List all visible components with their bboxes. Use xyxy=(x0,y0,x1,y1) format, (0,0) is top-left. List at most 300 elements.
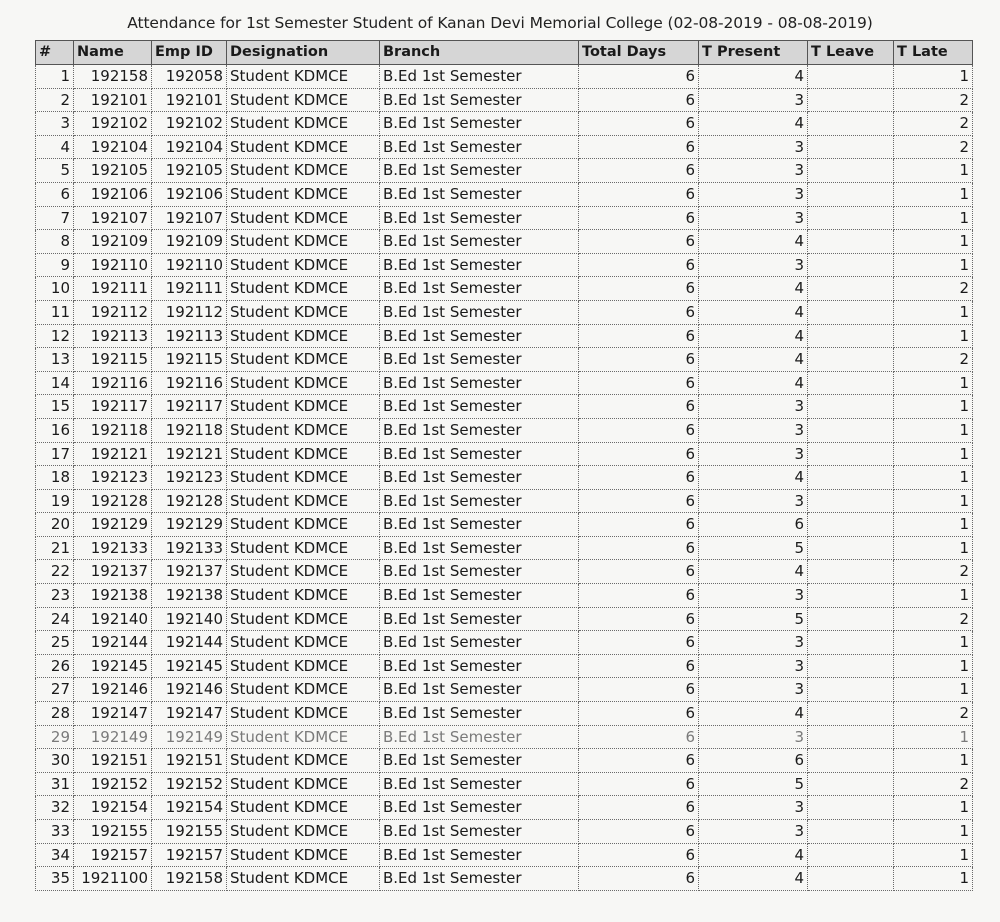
cell-index: 21 xyxy=(36,536,74,560)
cell-t-present: 3 xyxy=(699,725,808,749)
cell-designation: Student KDMCE xyxy=(227,867,380,891)
cell-designation: Student KDMCE xyxy=(227,489,380,513)
col-header-designation: Designation xyxy=(227,41,380,65)
document-title: Attendance for 1st Semester Student of Kanan Devi Memorial College (02-08-2019 - 08-08-2019) xyxy=(127,14,873,32)
cell-t-leave xyxy=(808,442,894,466)
cell-name: 192158 xyxy=(74,65,152,89)
cell-t-late: 2 xyxy=(894,560,973,584)
cell-name: 192121 xyxy=(74,442,152,466)
cell-emp-id: 192151 xyxy=(152,749,227,773)
table-row xyxy=(36,371,973,395)
cell-branch: B.Ed 1st Semester xyxy=(380,772,579,796)
cell-name: 192157 xyxy=(74,843,152,867)
cell-designation: Student KDMCE xyxy=(227,418,380,442)
cell-designation: Student KDMCE xyxy=(227,182,380,206)
cell-name: 192147 xyxy=(74,702,152,726)
cell-t-present: 4 xyxy=(699,277,808,301)
cell-designation: Student KDMCE xyxy=(227,112,380,136)
cell-t-late: 1 xyxy=(894,159,973,183)
cell-emp-id: 192109 xyxy=(152,230,227,254)
cell-designation: Student KDMCE xyxy=(227,466,380,490)
col-header-t-present: T Present xyxy=(699,41,808,65)
cell-t-present: 3 xyxy=(699,206,808,230)
table-row xyxy=(36,395,973,419)
table-row xyxy=(36,159,973,183)
cell-designation: Student KDMCE xyxy=(227,654,380,678)
cell-name: 192145 xyxy=(74,654,152,678)
cell-t-late: 2 xyxy=(894,88,973,112)
cell-emp-id: 192129 xyxy=(152,513,227,537)
cell-emp-id: 192133 xyxy=(152,536,227,560)
cell-t-leave xyxy=(808,466,894,490)
cell-total-days: 6 xyxy=(579,88,699,112)
cell-branch: B.Ed 1st Semester xyxy=(380,843,579,867)
cell-name: 192133 xyxy=(74,536,152,560)
cell-t-late: 1 xyxy=(894,182,973,206)
cell-name: 192152 xyxy=(74,772,152,796)
table-row xyxy=(36,88,973,112)
cell-index: 16 xyxy=(36,418,74,442)
cell-t-leave xyxy=(808,654,894,678)
cell-t-leave xyxy=(808,300,894,324)
cell-emp-id: 192102 xyxy=(152,112,227,136)
cell-designation: Student KDMCE xyxy=(227,702,380,726)
cell-emp-id: 192145 xyxy=(152,654,227,678)
cell-t-late: 1 xyxy=(894,867,973,891)
cell-emp-id: 192113 xyxy=(152,324,227,348)
cell-emp-id: 192101 xyxy=(152,88,227,112)
cell-t-leave xyxy=(808,584,894,608)
cell-emp-id: 192155 xyxy=(152,820,227,844)
cell-total-days: 6 xyxy=(579,418,699,442)
cell-index: 15 xyxy=(36,395,74,419)
cell-t-present: 3 xyxy=(699,395,808,419)
cell-index: 20 xyxy=(36,513,74,537)
cell-emp-id: 192118 xyxy=(152,418,227,442)
cell-branch: B.Ed 1st Semester xyxy=(380,395,579,419)
table-row xyxy=(36,654,973,678)
cell-branch: B.Ed 1st Semester xyxy=(380,300,579,324)
cell-branch: B.Ed 1st Semester xyxy=(380,466,579,490)
table-row xyxy=(36,772,973,796)
cell-t-present: 3 xyxy=(699,88,808,112)
cell-branch: B.Ed 1st Semester xyxy=(380,65,579,89)
cell-index: 31 xyxy=(36,772,74,796)
cell-t-late: 2 xyxy=(894,348,973,372)
cell-branch: B.Ed 1st Semester xyxy=(380,112,579,136)
cell-designation: Student KDMCE xyxy=(227,324,380,348)
cell-designation: Student KDMCE xyxy=(227,159,380,183)
cell-total-days: 6 xyxy=(579,371,699,395)
cell-t-leave xyxy=(808,324,894,348)
cell-name: 192138 xyxy=(74,584,152,608)
cell-t-leave xyxy=(808,253,894,277)
cell-designation: Student KDMCE xyxy=(227,749,380,773)
cell-total-days: 6 xyxy=(579,536,699,560)
cell-t-present: 3 xyxy=(699,253,808,277)
col-header-branch: Branch xyxy=(380,41,579,65)
cell-emp-id: 192128 xyxy=(152,489,227,513)
col-header-total-days: Total Days xyxy=(579,41,699,65)
cell-name: 192144 xyxy=(74,631,152,655)
cell-t-leave xyxy=(808,843,894,867)
cell-emp-id: 192158 xyxy=(152,867,227,891)
table-row xyxy=(36,631,973,655)
col-header-emp-id: Emp ID xyxy=(152,41,227,65)
cell-index: 3 xyxy=(36,112,74,136)
cell-t-present: 3 xyxy=(699,584,808,608)
table-row xyxy=(36,206,973,230)
cell-index: 32 xyxy=(36,796,74,820)
cell-t-leave xyxy=(808,678,894,702)
cell-branch: B.Ed 1st Semester xyxy=(380,418,579,442)
cell-total-days: 6 xyxy=(579,324,699,348)
cell-index: 33 xyxy=(36,820,74,844)
cell-emp-id: 192116 xyxy=(152,371,227,395)
cell-index: 2 xyxy=(36,88,74,112)
cell-t-present: 5 xyxy=(699,607,808,631)
cell-name: 192151 xyxy=(74,749,152,773)
cell-total-days: 6 xyxy=(579,159,699,183)
cell-t-leave xyxy=(808,182,894,206)
cell-t-leave xyxy=(808,159,894,183)
cell-total-days: 6 xyxy=(579,772,699,796)
cell-designation: Student KDMCE xyxy=(227,536,380,560)
cell-t-leave xyxy=(808,867,894,891)
cell-index: 7 xyxy=(36,206,74,230)
cell-total-days: 6 xyxy=(579,843,699,867)
cell-total-days: 6 xyxy=(579,300,699,324)
cell-name: 192109 xyxy=(74,230,152,254)
cell-t-late: 1 xyxy=(894,631,973,655)
cell-designation: Student KDMCE xyxy=(227,230,380,254)
table-row xyxy=(36,749,973,773)
cell-index: 9 xyxy=(36,253,74,277)
cell-emp-id: 192105 xyxy=(152,159,227,183)
table-row xyxy=(36,513,973,537)
cell-t-present: 6 xyxy=(699,513,808,537)
table-header-row xyxy=(36,41,973,65)
cell-t-present: 3 xyxy=(699,182,808,206)
table-row xyxy=(36,796,973,820)
cell-total-days: 6 xyxy=(579,631,699,655)
cell-t-late: 1 xyxy=(894,324,973,348)
cell-index: 26 xyxy=(36,654,74,678)
table-row xyxy=(36,489,973,513)
cell-t-leave xyxy=(808,230,894,254)
cell-emp-id: 192138 xyxy=(152,584,227,608)
cell-t-leave xyxy=(808,796,894,820)
cell-t-present: 4 xyxy=(699,371,808,395)
table-row xyxy=(36,277,973,301)
cell-total-days: 6 xyxy=(579,348,699,372)
cell-name: 192146 xyxy=(74,678,152,702)
cell-emp-id: 192111 xyxy=(152,277,227,301)
cell-t-present: 4 xyxy=(699,65,808,89)
cell-branch: B.Ed 1st Semester xyxy=(380,489,579,513)
cell-name: 192129 xyxy=(74,513,152,537)
cell-t-present: 3 xyxy=(699,442,808,466)
cell-branch: B.Ed 1st Semester xyxy=(380,253,579,277)
cell-total-days: 6 xyxy=(579,489,699,513)
table-row xyxy=(36,348,973,372)
cell-t-leave xyxy=(808,395,894,419)
cell-t-present: 5 xyxy=(699,536,808,560)
cell-branch: B.Ed 1st Semester xyxy=(380,820,579,844)
cell-name: 192106 xyxy=(74,182,152,206)
cell-emp-id: 192104 xyxy=(152,135,227,159)
cell-t-present: 3 xyxy=(699,678,808,702)
cell-t-present: 5 xyxy=(699,772,808,796)
cell-emp-id: 192121 xyxy=(152,442,227,466)
cell-t-leave xyxy=(808,65,894,89)
table-row xyxy=(36,584,973,608)
cell-index: 19 xyxy=(36,489,74,513)
cell-emp-id: 192110 xyxy=(152,253,227,277)
col-header-index: # xyxy=(36,41,74,65)
cell-t-present: 3 xyxy=(699,159,808,183)
cell-t-leave xyxy=(808,206,894,230)
cell-index: 13 xyxy=(36,348,74,372)
cell-name: 192116 xyxy=(74,371,152,395)
cell-index: 35 xyxy=(36,867,74,891)
cell-total-days: 6 xyxy=(579,820,699,844)
cell-name: 192128 xyxy=(74,489,152,513)
cell-total-days: 6 xyxy=(579,607,699,631)
cell-t-leave xyxy=(808,725,894,749)
cell-total-days: 6 xyxy=(579,654,699,678)
cell-t-late: 1 xyxy=(894,442,973,466)
cell-name: 192123 xyxy=(74,466,152,490)
col-header-t-leave: T Leave xyxy=(808,41,894,65)
cell-designation: Student KDMCE xyxy=(227,560,380,584)
cell-total-days: 6 xyxy=(579,253,699,277)
cell-emp-id: 192152 xyxy=(152,772,227,796)
cell-total-days: 6 xyxy=(579,466,699,490)
cell-t-late: 1 xyxy=(894,489,973,513)
cell-name: 192111 xyxy=(74,277,152,301)
cell-index: 23 xyxy=(36,584,74,608)
cell-t-late: 1 xyxy=(894,371,973,395)
cell-name: 192155 xyxy=(74,820,152,844)
table-row xyxy=(36,607,973,631)
cell-branch: B.Ed 1st Semester xyxy=(380,513,579,537)
cell-t-leave xyxy=(808,489,894,513)
cell-t-leave xyxy=(808,560,894,584)
cell-designation: Student KDMCE xyxy=(227,206,380,230)
table-row xyxy=(36,230,973,254)
table-row xyxy=(36,820,973,844)
cell-t-present: 3 xyxy=(699,820,808,844)
cell-t-leave xyxy=(808,749,894,773)
table-row xyxy=(36,418,973,442)
cell-t-late: 2 xyxy=(894,607,973,631)
cell-designation: Student KDMCE xyxy=(227,796,380,820)
cell-t-late: 1 xyxy=(894,654,973,678)
cell-index: 11 xyxy=(36,300,74,324)
cell-name: 192110 xyxy=(74,253,152,277)
cell-t-leave xyxy=(808,88,894,112)
cell-branch: B.Ed 1st Semester xyxy=(380,560,579,584)
cell-t-present: 3 xyxy=(699,489,808,513)
attendance-table xyxy=(35,40,973,891)
cell-branch: B.Ed 1st Semester xyxy=(380,725,579,749)
cell-designation: Student KDMCE xyxy=(227,607,380,631)
cell-name: 192115 xyxy=(74,348,152,372)
table-row xyxy=(36,725,973,749)
cell-t-present: 6 xyxy=(699,749,808,773)
cell-designation: Student KDMCE xyxy=(227,442,380,466)
cell-t-present: 4 xyxy=(699,112,808,136)
cell-t-present: 3 xyxy=(699,418,808,442)
cell-total-days: 6 xyxy=(579,560,699,584)
col-header-name: Name xyxy=(74,41,152,65)
cell-branch: B.Ed 1st Semester xyxy=(380,867,579,891)
cell-index: 5 xyxy=(36,159,74,183)
cell-total-days: 6 xyxy=(579,395,699,419)
cell-index: 30 xyxy=(36,749,74,773)
cell-name: 192137 xyxy=(74,560,152,584)
cell-emp-id: 192146 xyxy=(152,678,227,702)
cell-total-days: 6 xyxy=(579,725,699,749)
cell-branch: B.Ed 1st Semester xyxy=(380,182,579,206)
cell-designation: Student KDMCE xyxy=(227,725,380,749)
cell-t-present: 4 xyxy=(699,230,808,254)
cell-designation: Student KDMCE xyxy=(227,348,380,372)
cell-emp-id: 192154 xyxy=(152,796,227,820)
cell-t-present: 4 xyxy=(699,324,808,348)
table-row xyxy=(36,702,973,726)
cell-total-days: 6 xyxy=(579,65,699,89)
cell-name: 192102 xyxy=(74,112,152,136)
cell-designation: Student KDMCE xyxy=(227,395,380,419)
cell-t-present: 4 xyxy=(699,300,808,324)
table-row xyxy=(36,536,973,560)
cell-emp-id: 192058 xyxy=(152,65,227,89)
cell-branch: B.Ed 1st Semester xyxy=(380,159,579,183)
cell-designation: Student KDMCE xyxy=(227,513,380,537)
cell-index: 24 xyxy=(36,607,74,631)
cell-t-late: 2 xyxy=(894,277,973,301)
cell-index: 14 xyxy=(36,371,74,395)
cell-t-present: 3 xyxy=(699,654,808,678)
cell-branch: B.Ed 1st Semester xyxy=(380,348,579,372)
cell-designation: Student KDMCE xyxy=(227,253,380,277)
cell-t-leave xyxy=(808,418,894,442)
cell-t-present: 3 xyxy=(699,135,808,159)
cell-total-days: 6 xyxy=(579,513,699,537)
cell-emp-id: 192123 xyxy=(152,466,227,490)
cell-name: 192104 xyxy=(74,135,152,159)
cell-index: 12 xyxy=(36,324,74,348)
cell-designation: Student KDMCE xyxy=(227,277,380,301)
cell-branch: B.Ed 1st Semester xyxy=(380,678,579,702)
cell-total-days: 6 xyxy=(579,442,699,466)
cell-name: 192101 xyxy=(74,88,152,112)
cell-index: 6 xyxy=(36,182,74,206)
cell-t-leave xyxy=(808,631,894,655)
cell-designation: Student KDMCE xyxy=(227,678,380,702)
cell-t-leave xyxy=(808,371,894,395)
cell-t-late: 1 xyxy=(894,725,973,749)
cell-t-late: 1 xyxy=(894,206,973,230)
cell-t-leave xyxy=(808,820,894,844)
cell-index: 17 xyxy=(36,442,74,466)
cell-t-late: 2 xyxy=(894,702,973,726)
cell-t-present: 3 xyxy=(699,796,808,820)
table-row xyxy=(36,466,973,490)
cell-index: 22 xyxy=(36,560,74,584)
cell-index: 25 xyxy=(36,631,74,655)
cell-name: 192118 xyxy=(74,418,152,442)
cell-t-late: 2 xyxy=(894,772,973,796)
cell-emp-id: 192144 xyxy=(152,631,227,655)
cell-t-late: 1 xyxy=(894,749,973,773)
cell-branch: B.Ed 1st Semester xyxy=(380,371,579,395)
cell-designation: Student KDMCE xyxy=(227,631,380,655)
cell-emp-id: 192147 xyxy=(152,702,227,726)
cell-index: 34 xyxy=(36,843,74,867)
cell-designation: Student KDMCE xyxy=(227,88,380,112)
cell-branch: B.Ed 1st Semester xyxy=(380,206,579,230)
cell-t-leave xyxy=(808,702,894,726)
cell-name: 192107 xyxy=(74,206,152,230)
cell-t-present: 4 xyxy=(699,348,808,372)
cell-emp-id: 192157 xyxy=(152,843,227,867)
cell-designation: Student KDMCE xyxy=(227,300,380,324)
cell-emp-id: 192112 xyxy=(152,300,227,324)
table-row xyxy=(36,182,973,206)
cell-t-leave xyxy=(808,277,894,301)
cell-name: 192112 xyxy=(74,300,152,324)
cell-branch: B.Ed 1st Semester xyxy=(380,324,579,348)
cell-t-late: 1 xyxy=(894,820,973,844)
cell-branch: B.Ed 1st Semester xyxy=(380,277,579,301)
cell-total-days: 6 xyxy=(579,206,699,230)
cell-t-late: 1 xyxy=(894,466,973,490)
cell-index: 29 xyxy=(36,725,74,749)
cell-emp-id: 192106 xyxy=(152,182,227,206)
table-row xyxy=(36,324,973,348)
cell-total-days: 6 xyxy=(579,867,699,891)
cell-t-leave xyxy=(808,536,894,560)
table-body xyxy=(36,65,973,891)
table-row xyxy=(36,442,973,466)
cell-t-present: 4 xyxy=(699,560,808,584)
table-row xyxy=(36,843,973,867)
cell-designation: Student KDMCE xyxy=(227,135,380,159)
cell-total-days: 6 xyxy=(579,182,699,206)
cell-index: 8 xyxy=(36,230,74,254)
cell-t-late: 1 xyxy=(894,395,973,419)
cell-t-late: 1 xyxy=(894,418,973,442)
cell-t-late: 1 xyxy=(894,300,973,324)
cell-t-late: 2 xyxy=(894,135,973,159)
cell-t-present: 4 xyxy=(699,867,808,891)
cell-branch: B.Ed 1st Semester xyxy=(380,749,579,773)
cell-branch: B.Ed 1st Semester xyxy=(380,536,579,560)
cell-t-present: 4 xyxy=(699,466,808,490)
table-row xyxy=(36,678,973,702)
cell-branch: B.Ed 1st Semester xyxy=(380,135,579,159)
cell-index: 4 xyxy=(36,135,74,159)
table-row xyxy=(36,65,973,89)
cell-total-days: 6 xyxy=(579,112,699,136)
cell-designation: Student KDMCE xyxy=(227,65,380,89)
cell-index: 28 xyxy=(36,702,74,726)
cell-total-days: 6 xyxy=(579,702,699,726)
cell-name: 192149 xyxy=(74,725,152,749)
